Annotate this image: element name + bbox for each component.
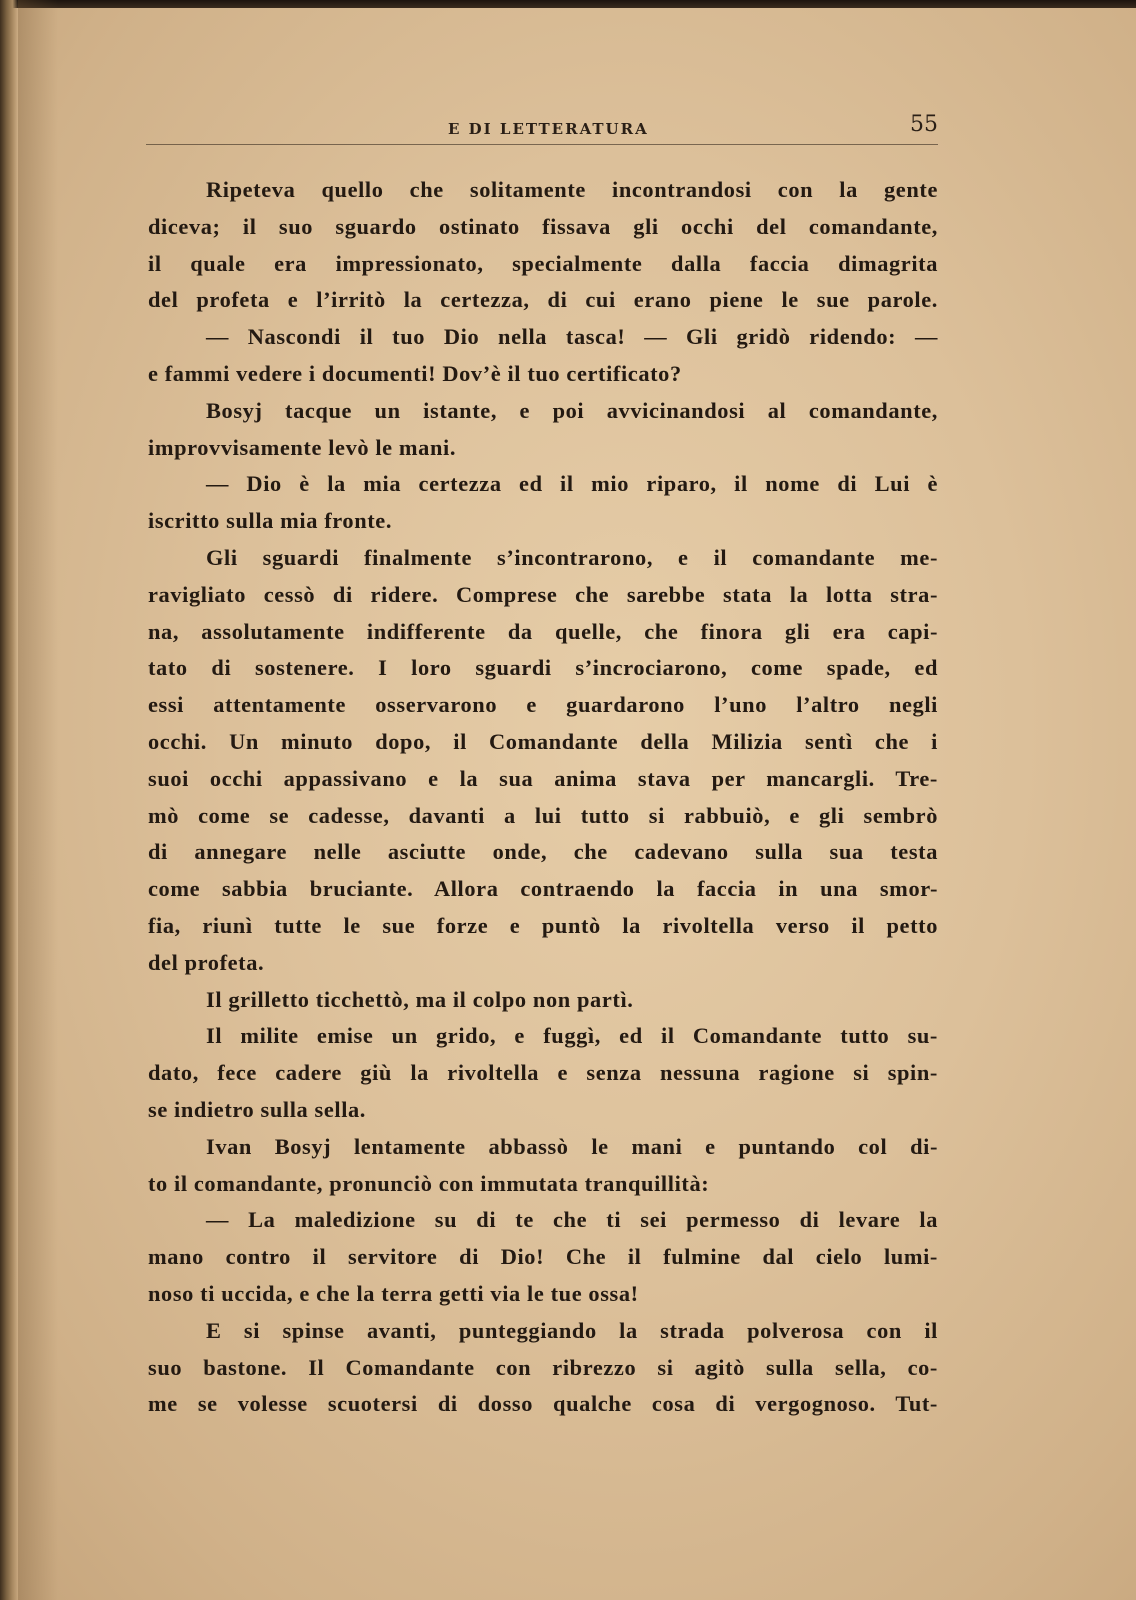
text-line: e fammi vedere i documenti! Dov’è il tuo certificato? xyxy=(148,360,682,386)
text-line: del profeta. xyxy=(148,949,265,975)
text-line: — La maledizione su di te che ti sei permesso di levare la xyxy=(206,1207,938,1233)
text-line: mano contro il servitore di Dio! Che il fulmine dal cielo lumi- xyxy=(148,1244,938,1270)
text-line: Bosyj tacque un istante, e poi avvicinandosi al comandante, xyxy=(206,397,938,423)
text-line: essi attentamente osservarono e guardarono l’uno l’altro negli xyxy=(148,692,938,718)
text-line: improvvisamente levò le mani. xyxy=(148,434,457,460)
book-spine-edge xyxy=(0,0,18,1600)
text-line: — Dio è la mia certezza ed il mio riparo, il nome di Lui è xyxy=(206,471,938,497)
text-line: Ivan Bosyj lentamente abbassò le mani e puntando col di- xyxy=(206,1133,938,1159)
text-line: na, assolutamente indifferente da quelle, che finora gli era capi- xyxy=(148,618,938,644)
text-line: occhi. Un minuto dopo, il Comandante della Milizia sentì che i xyxy=(148,728,938,754)
text-line: mò come se cadesse, davanti a lui tutto si rabbuiò, e gli sembrò xyxy=(148,802,938,828)
text-line: iscritto sulla mia fronte. xyxy=(148,508,393,534)
text-line: il quale era impressionato, specialmente dalla faccia dimagrita xyxy=(148,250,938,276)
top-page-edge xyxy=(0,0,1136,8)
gutter-shadow xyxy=(18,0,58,1600)
text-line: tato di sostenere. I loro sguardi s’incrociarono, come spade, ed xyxy=(148,655,938,681)
text-line: come sabbia bruciante. Allora contraendo la faccia in una smor- xyxy=(148,876,938,902)
header-rule xyxy=(146,144,938,145)
running-title: E DI LETTERATURA xyxy=(448,120,649,138)
text-line: Gli sguardi finalmente s’incontrarono, e il comandante me- xyxy=(206,544,938,570)
text-line: fia, riunì tutte le sue forze e puntò la rivoltella verso il petto xyxy=(148,912,938,938)
running-header xyxy=(146,112,938,146)
text-line: to il comandante, pronunciò con immutata tranquillità: xyxy=(148,1170,710,1196)
text-line: ravigliato cessò di ridere. Comprese che sarebbe stata la lotta stra- xyxy=(148,581,938,607)
text-line: — Nascondi il tuo Dio nella tasca! — Gli gridò ridendo: — xyxy=(206,324,938,350)
body-text xyxy=(148,172,938,1423)
page-number: 55 xyxy=(910,112,938,137)
text-line: Ripeteva quello che solitamente incontrandosi con la gente xyxy=(206,177,938,202)
text-line: di annegare nelle asciutte onde, che cadevano sulla sua testa xyxy=(148,839,938,865)
text-line: suoi occhi appassivano e la sua anima stava per mancargli. Tre- xyxy=(148,765,938,791)
text-line: E si spinse avanti, punteggiando la strada polverosa con il xyxy=(206,1317,938,1343)
text-line: me se volesse scuotersi di dosso qualche cosa di vergognoso. Tut- xyxy=(148,1391,938,1417)
text-line: Il milite emise un grido, e fuggì, ed il Comandante tutto su- xyxy=(206,1023,938,1049)
text-line: suo bastone. Il Comandante con ribrezzo si agitò sulla sella, co- xyxy=(148,1354,938,1380)
text-line: noso ti uccida, e che la terra getti via le tue ossa! xyxy=(148,1280,639,1306)
text-line: dato, fece cadere giù la rivoltella e senza nessuna ragione si spin- xyxy=(148,1060,938,1086)
text-line: Il grilletto ticchettò, ma il colpo non partì. xyxy=(206,986,634,1012)
text-line: diceva; il suo sguardo ostinato fissava gli occhi del comandante, xyxy=(148,213,938,239)
text-line: se indietro sulla sella. xyxy=(148,1096,367,1122)
text-line: del profeta e l’irritò la certezza, di cui erano piene le sue parole. xyxy=(148,287,938,313)
